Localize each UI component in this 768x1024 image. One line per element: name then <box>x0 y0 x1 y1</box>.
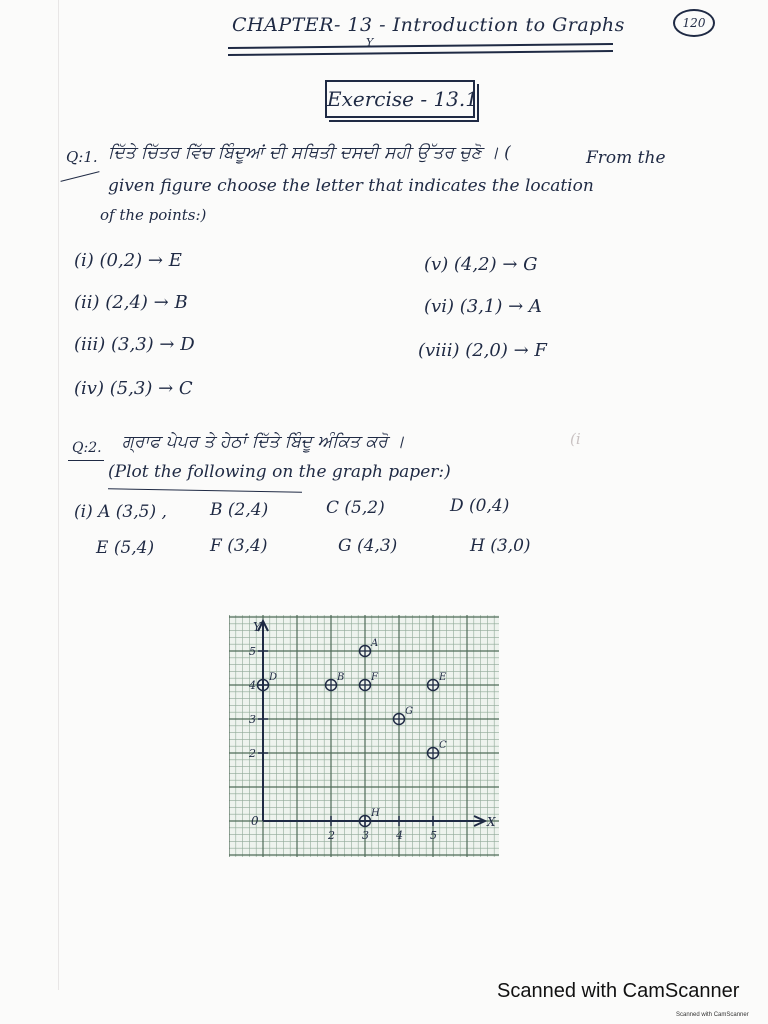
q1-answer-4: (iv) (5,3) → C <box>74 378 193 399</box>
q2-point-c: C (5,2) <box>326 498 385 518</box>
margin-line <box>58 0 59 990</box>
title-underline <box>228 43 613 49</box>
point-label-h: H <box>371 808 380 819</box>
point-label-f: F <box>371 672 378 683</box>
page-number: 120 <box>673 9 715 37</box>
exercise-heading: Exercise - 13.1 <box>325 80 475 118</box>
q2-number: Q:2. <box>72 440 102 456</box>
y-tick-label: 5 <box>249 645 256 658</box>
q1-underline <box>60 171 99 182</box>
q1-line3: of the points:) <box>100 206 207 224</box>
q1-answer-6: (vi) (3,1) → A <box>424 296 542 317</box>
x-tick-label: 2 <box>328 829 335 842</box>
q2-underline2 <box>108 488 302 492</box>
q2-point-g: G (4,3) <box>338 536 398 556</box>
q1-punjabi-text: ਦਿੱਤੇ ਚਿੱਤਰ ਵਿੱਚ ਬਿੰਦੂਆਂ ਦੀ ਸਥਿਤੀ ਦਸਦੀ ਸਹੀ ਉੱਤਰ ਚੁਣੋ । ( <box>108 143 511 163</box>
q1-answer-2: (ii) (2,4) → B <box>74 292 188 313</box>
x-axis-label: X <box>487 815 496 829</box>
y-axis-label: Y <box>253 620 261 634</box>
q2-point-b: B (2,4) <box>210 500 269 520</box>
x-tick-label: 3 <box>362 829 369 842</box>
q1-english-start: From the <box>586 148 666 168</box>
q2-point-h: H (3,0) <box>470 536 531 556</box>
y-tick-label: 4 <box>249 679 256 692</box>
camscanner-small: Scanned with CamScanner <box>676 1012 749 1018</box>
graph-paper <box>229 615 499 857</box>
q2-point-f: F (3,4) <box>210 536 268 556</box>
origin-label: 0 <box>251 814 259 828</box>
q1-answer-5: (v) (4,2) → G <box>424 254 538 275</box>
q2-punjabi-text: ਗ੍ਰਾਫ ਪੇਪਰ ਤੇ ਹੇਠਾਂ ਦਿੱਤੇ ਬਿੰਦੂ ਅੰਕਿਤ ਕਰੋ । <box>122 432 405 452</box>
q1-line2: given figure choose the letter that indicates the location <box>108 176 594 196</box>
point-label-g: G <box>405 706 413 717</box>
point-label-a: A <box>371 638 379 649</box>
q2-underline <box>68 460 104 461</box>
q1-number: Q:1. <box>66 148 98 166</box>
q2-point-e: E (5,4) <box>96 538 155 558</box>
camscanner-watermark: Scanned with CamScanner <box>497 980 740 1002</box>
y-tick-label: 3 <box>249 713 256 726</box>
q1-answer-3: (iii) (3,3) → D <box>74 334 195 355</box>
chapter-title: CHAPTER- 13 - Introduction to Graphs <box>232 14 625 36</box>
title-mark: Y <box>366 36 374 49</box>
q2-point-a: (i) A (3,5) , <box>74 502 167 522</box>
y-tick-label: 2 <box>249 747 256 760</box>
point-label-e: E <box>439 672 447 683</box>
q2-line2: (Plot the following on the graph paper:) <box>108 462 451 482</box>
point-label-c: C <box>439 740 447 751</box>
title-underline <box>228 50 613 56</box>
q1-answer-1: (i) (0,2) → E <box>74 250 182 271</box>
q2-mark: (i <box>570 430 581 448</box>
point-label-b: B <box>337 672 345 683</box>
x-tick-label: 4 <box>396 829 403 842</box>
q1-answer-7: (viii) (2,0) → F <box>418 340 547 361</box>
point-label-d: D <box>269 672 278 683</box>
q2-point-d: D (0,4) <box>450 496 510 516</box>
x-tick-label: 5 <box>430 829 437 842</box>
